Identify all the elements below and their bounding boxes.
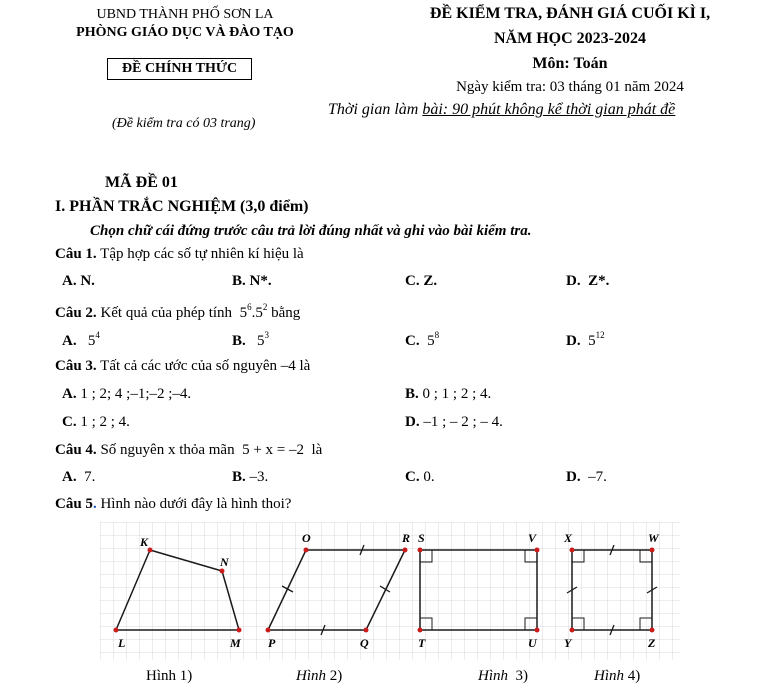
q4-equation: 5 + x = –2 bbox=[242, 442, 305, 458]
label-K: K bbox=[140, 535, 149, 549]
label-L: L bbox=[118, 636, 126, 650]
q2-option-b: B. $5^3$ bbox=[232, 330, 270, 349]
q3-option-a: A. 1 ; 2; 4 ;–1;–2 ;–4. bbox=[62, 386, 192, 402]
section-instruction: Chọn chữ cái đứng trước câu trả lời đúng nhất và ghi vào bài kiểm tra. bbox=[90, 223, 532, 239]
question-1: Câu 1. Tập hợp các số tự nhiên kí hiệu là bbox=[55, 246, 304, 262]
q4-option-c: C. 0. bbox=[405, 469, 435, 485]
q3-option-b: B. 0 ; 1 ; 2 ; 4. bbox=[405, 386, 492, 402]
official-badge: ĐỀ CHÍNH THỨC bbox=[107, 58, 252, 80]
exam-year: NĂM HỌC 2023-2024 bbox=[494, 30, 646, 47]
label-S: S bbox=[418, 531, 425, 545]
dept-line1: UBND THÀNH PHỐ SƠN LA bbox=[96, 7, 274, 22]
q4-option-a: A. 7. bbox=[62, 469, 96, 485]
label-V: V bbox=[528, 531, 537, 545]
label-U: U bbox=[528, 636, 537, 650]
label-X: X bbox=[564, 531, 573, 545]
q3-option-c: C. 1 ; 2 ; 4. bbox=[62, 414, 130, 430]
label-O: O bbox=[302, 531, 311, 545]
q1-option-a: A. N. bbox=[62, 273, 95, 289]
exam-subject: Môn: Toán bbox=[532, 55, 608, 72]
label-T: T bbox=[418, 636, 426, 650]
q2-option-c: C. $5^8$ bbox=[405, 330, 440, 349]
shapes-figure bbox=[100, 522, 680, 660]
label-Y: Y bbox=[564, 636, 572, 650]
caption-2: Hình 2) bbox=[296, 668, 343, 684]
q1-option-d: D. Z*. bbox=[566, 273, 610, 289]
exam-code: MÃ ĐỀ 01 bbox=[105, 174, 178, 191]
page-count-note: (Đề kiểm tra có 03 trang) bbox=[112, 116, 256, 131]
caption-1: Hình 1) bbox=[146, 668, 193, 684]
section-title: I. PHẦN TRẮC NGHIỆM (3,0 điểm) bbox=[55, 198, 309, 215]
test-date: Ngày kiểm tra: 03 tháng 01 năm 2024 bbox=[456, 79, 684, 95]
label-Z: Z bbox=[648, 636, 656, 650]
test-duration: Thời gian làm bài: 90 phút không kể thời gian phát đề bbox=[328, 101, 676, 118]
q4-option-d: D. –7. bbox=[566, 469, 607, 485]
grid-background bbox=[100, 522, 680, 660]
question-5: Câu 5. Hình nào dưới đây là hình thoi? bbox=[55, 496, 292, 512]
label-M: M bbox=[230, 636, 241, 650]
q2-option-a: A. $5^4$ bbox=[62, 330, 100, 349]
caption-3: Hình 3) bbox=[478, 668, 528, 684]
q3-option-d: D. –1 ; – 2 ; – 4. bbox=[405, 414, 503, 430]
label-W: W bbox=[648, 531, 659, 545]
dept-line2: PHÒNG GIÁO DỤC VÀ ĐÀO TẠO bbox=[76, 25, 294, 40]
q4-option-b: B. –3. bbox=[232, 469, 269, 485]
label-N: N bbox=[220, 555, 229, 569]
question-2: Câu 2. Kết quả của phép tính $5^6.5^2$ bằng bbox=[55, 302, 301, 321]
label-Q: Q bbox=[360, 636, 369, 650]
q1-option-b: B. N*. bbox=[232, 273, 272, 289]
question-3: Câu 3. Tất cả các ước của số nguyên –4 là bbox=[55, 358, 311, 374]
label-R: R bbox=[402, 531, 411, 545]
label-P: P bbox=[268, 636, 276, 650]
caption-4: Hình 4) bbox=[594, 668, 641, 684]
q1-option-c: C. Z. bbox=[405, 273, 438, 289]
question-4: Câu 4. Số nguyên x thỏa mãn 5 + x = –2 là bbox=[55, 442, 323, 458]
exam-title: ĐỀ KIỂM TRA, ĐÁNH GIÁ CUỐI KÌ I, bbox=[429, 5, 711, 22]
q2-option-d: D. $5^{12}$ bbox=[566, 330, 605, 349]
